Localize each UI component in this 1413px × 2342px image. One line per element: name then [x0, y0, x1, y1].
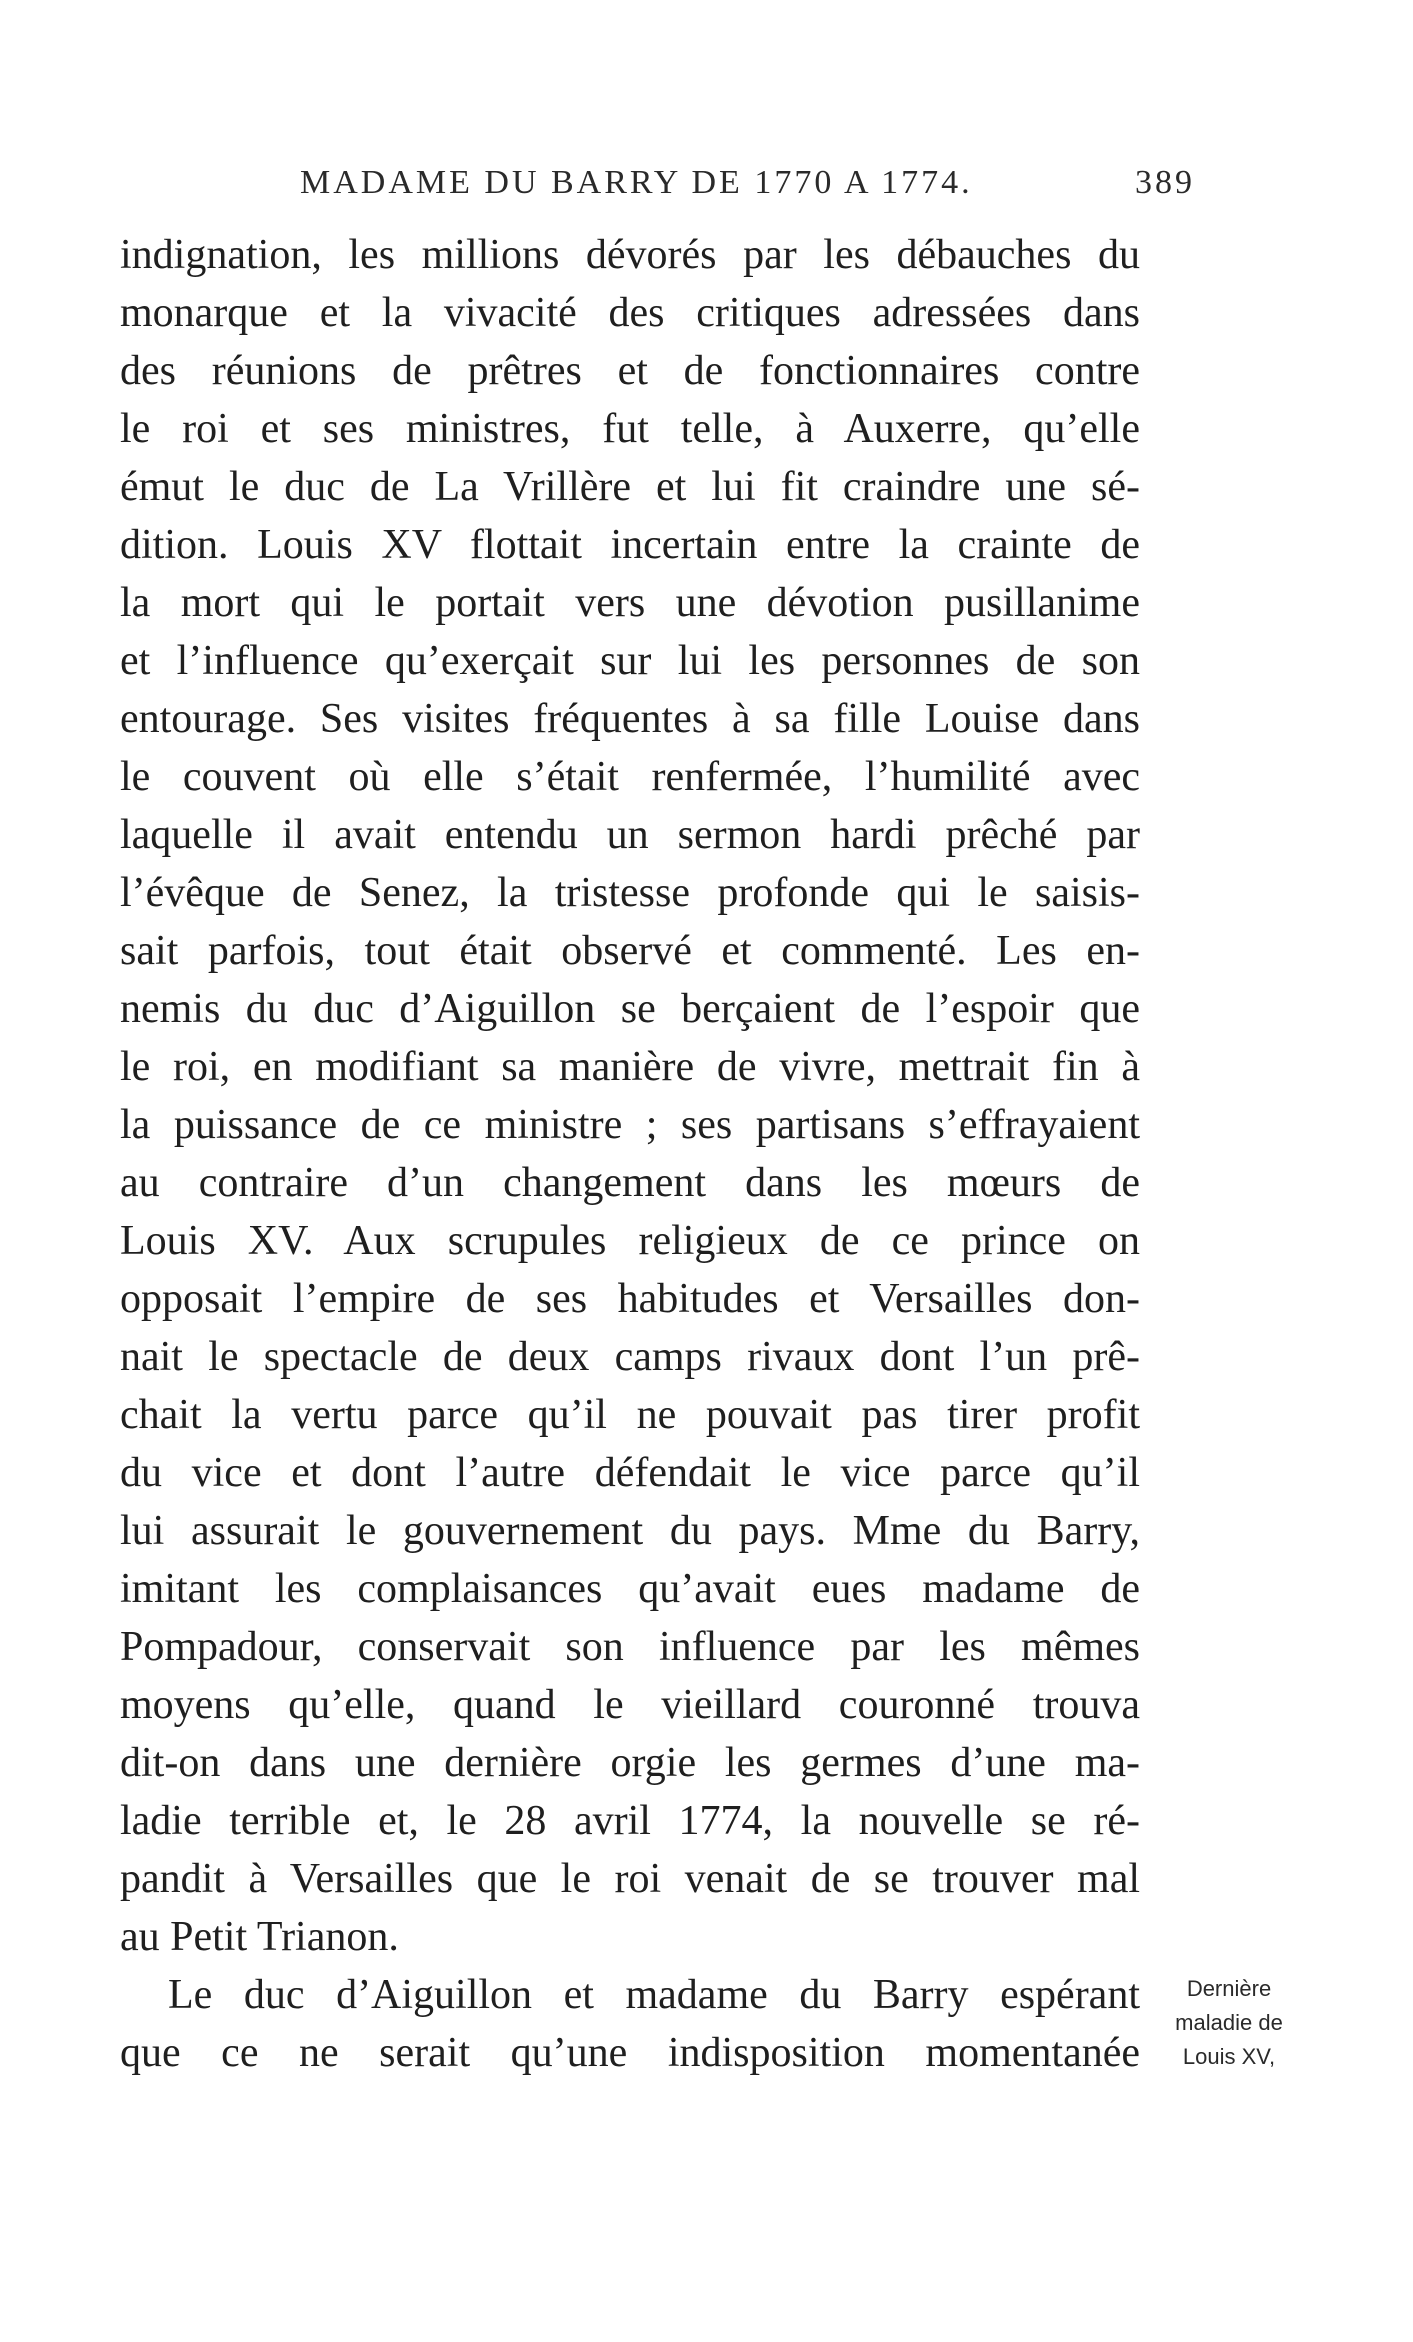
text-line: entourage. Ses visites fréquentes à sa fille Louise dans — [120, 696, 1140, 742]
text-line: au contraire d’un changement dans les mœurs de — [120, 1160, 1140, 1206]
page-number: 389 — [1135, 164, 1195, 201]
running-title: MADAME DU BARRY DE 1770 A 1774. — [300, 164, 973, 201]
text-line: des réunions de prêtres et de fonctionnaires contre — [120, 348, 1140, 394]
text-line: sait parfois, tout était observé et commenté. Les en- — [120, 928, 1140, 974]
margin-note-line: Dernière — [1186, 1976, 1272, 2001]
body-text — [120, 226, 1140, 2082]
text-line: le roi, en modifiant sa manière de vivre, mettrait fin à — [120, 1044, 1140, 1090]
text-line: nait le spectacle de deux camps rivaux dont l’un prê- — [120, 1334, 1140, 1380]
text-line: émut le duc de La Vrillère et lui fit craindre une sé- — [120, 464, 1140, 510]
text-line: le roi et ses ministres, fut telle, à Auxerre, qu’elle — [120, 406, 1140, 452]
text-line: moyens qu’elle, quand le vieillard couronné trouva — [120, 1682, 1140, 1728]
text-line: indignation, les millions dévorés par les débauches du — [120, 232, 1140, 278]
text-line: Le duc d’Aiguillon et madame du Barry espérant — [168, 1972, 1140, 2018]
text-line: dit-on dans une dernière orgie les germes d’une ma- — [120, 1740, 1140, 1786]
text-line: imitant les complaisances qu’avait eues madame de — [120, 1566, 1140, 1612]
text-line: et l’influence qu’exerçait sur lui les personnes de son — [120, 638, 1140, 684]
text-line: au Petit Trianon. — [120, 1914, 399, 1960]
text-line: Louis XV. Aux scrupules religieux de ce prince on — [120, 1218, 1140, 1264]
text-line: le couvent où elle s’était renfermée, l’humilité avec — [120, 754, 1140, 800]
text-line: l’évêque de Senez, la tristesse profonde qui le saisis- — [120, 870, 1140, 916]
text-line: opposait l’empire de ses habitudes et Versailles don- — [120, 1276, 1140, 1322]
text-line: ladie terrible et, le 28 avril 1774, la nouvelle se ré- — [120, 1798, 1140, 1844]
text-line: Pompadour, conservait son influence par les mêmes — [120, 1624, 1140, 1670]
text-line: dition. Louis XV flottait incertain entre la crainte de — [120, 522, 1140, 568]
text-line: la puissance de ce ministre ; ses partisans s’effrayaient — [120, 1102, 1140, 1148]
margin-note-line: Louis XV, — [1182, 2044, 1276, 2069]
margin-note-line: maladie de — [1175, 2010, 1283, 2035]
page-header — [120, 164, 1195, 212]
text-line: monarque et la vivacité des critiques adressées dans — [120, 290, 1140, 336]
text-line: nemis du duc d’Aiguillon se berçaient de l’espoir que — [120, 986, 1140, 1032]
margin-note — [1154, 1972, 1304, 2074]
text-line: pandit à Versailles que le roi venait de se trouver mal — [120, 1856, 1140, 1902]
text-line: que ce ne serait qu’une indisposition momentanée — [120, 2030, 1140, 2076]
text-line: lui assurait le gouvernement du pays. Mme du Barry, — [120, 1508, 1140, 1554]
text-line: laquelle il avait entendu un sermon hardi prêché par — [120, 812, 1140, 858]
text-line: du vice et dont l’autre défendait le vice parce qu’il — [120, 1450, 1140, 1496]
text-line: la mort qui le portait vers une dévotion pusillanime — [120, 580, 1140, 626]
text-line: chait la vertu parce qu’il ne pouvait pas tirer profit — [120, 1392, 1140, 1438]
